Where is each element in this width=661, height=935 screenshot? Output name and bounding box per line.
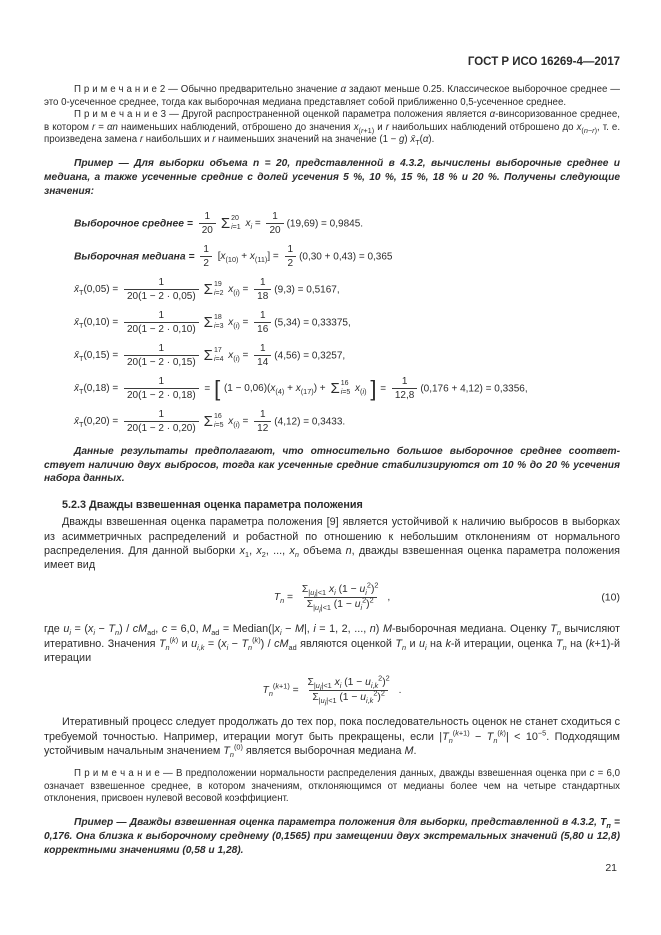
fraction-denominator: $\Sigma_{|u_i|<1}$ $(1 - u_i^2)^2$ bbox=[304, 597, 377, 611]
formula-text: $x̄_Т(0,15)$ = bbox=[74, 350, 121, 364]
fraction bbox=[200, 244, 212, 270]
sum-upper-limit: 19 bbox=[213, 281, 222, 289]
example-biweight: Пример — Дважды взвешенная оценка параметра положения для выборки, представленной в 4.3.2, $T_п = 0,176$. Она близка к выборочному среднему (0,1565) при замещении двух экстремальных значений (5,80 и 12,8) корректными значениями (0,58 и 1,28). bbox=[44, 817, 621, 856]
formula-text: $x̄_Т(0,10)$ = bbox=[74, 317, 121, 331]
sum-upper-limit: 17 bbox=[213, 347, 222, 355]
sigma-symbol: Σ bbox=[220, 215, 231, 233]
trimmed-mean-formulas bbox=[44, 277, 620, 435]
fraction-numerator: 1 bbox=[259, 408, 266, 420]
fraction-numerator: 1 bbox=[287, 243, 294, 255]
fraction-denominator: 16 bbox=[254, 322, 271, 336]
formula-text: Выборочная медиана = bbox=[74, 251, 198, 263]
sum-lower-limit: i=4 bbox=[213, 355, 224, 363]
fraction-numerator: $\Sigma_{|u_i|<1}$ $x_i$ $(1 - u_i^2)^2$ bbox=[301, 580, 379, 600]
sum-lower-limit: i=5 bbox=[213, 421, 224, 429]
formula-text: $x̄_Т(0,18)$ = bbox=[74, 383, 121, 397]
formula-text: $x_{(i)}$ = bbox=[228, 284, 252, 298]
fraction-denominator: 20 bbox=[199, 223, 216, 237]
fraction-numerator: 1 bbox=[204, 210, 211, 222]
formula-text: $x_{(i)}$ = bbox=[228, 416, 252, 430]
fraction-numerator: 1 bbox=[158, 309, 165, 321]
paragraph-iterative-process: Итеративный процесс следует продолжать до тех пор, пока последовательность оценок не станет сходиться с требуемой точностью. Например, итерации могут быть прекращены, если $|T_n^{(k+1)} - T_n^{(k)}| < 10^{-5}$. Подходящим устойчивым начальным значением $T_n^{(0)}$ является выборочная медиана M. bbox=[44, 716, 620, 760]
fraction-numerator: 1 bbox=[259, 276, 266, 288]
sum-lower-limit: i=5 bbox=[340, 388, 351, 396]
formula-text: $x_{(i)}$ bbox=[355, 383, 367, 397]
fraction-numerator: 1 bbox=[272, 210, 278, 222]
sum-limits bbox=[214, 314, 224, 331]
fraction bbox=[254, 277, 271, 303]
fraction-numerator: 1 bbox=[203, 243, 209, 255]
fraction-denominator: 20(1 − 2 · 0,10) bbox=[124, 322, 199, 336]
formula-text: . bbox=[395, 685, 402, 697]
formula-text: $x_{(i)}$ = bbox=[228, 350, 252, 364]
formula-text: = bbox=[377, 383, 389, 395]
sum-upper-limit: 18 bbox=[213, 314, 222, 322]
left-bracket: [ bbox=[214, 375, 221, 401]
sum-operator bbox=[204, 314, 224, 331]
formula-sample-mean bbox=[74, 211, 620, 237]
formula-text: $[x_{(10)} + x_{(11)}]$ = bbox=[214, 251, 282, 265]
sigma-symbol: Σ bbox=[203, 281, 213, 299]
formula-text: = bbox=[201, 383, 214, 395]
fraction-numerator: $\Sigma_{|u_i|<1}$ $x_i$ $(1 - u_{i,k}^2)^2$ bbox=[307, 673, 390, 692]
fraction-denominator: 2 bbox=[285, 256, 297, 270]
fraction-denominator: 20 bbox=[266, 223, 283, 237]
sum-limits bbox=[341, 380, 351, 397]
formula-text: (0,30 + 0,43) = 0,365 bbox=[299, 251, 393, 263]
sigma-symbol: Σ bbox=[203, 314, 213, 332]
formula-text: Выборочное среднее = bbox=[74, 218, 196, 230]
sigma-symbol: Σ bbox=[203, 347, 213, 365]
sum-lower-limit: i=3 bbox=[213, 322, 224, 330]
fraction bbox=[266, 211, 283, 237]
doc-code: ГОСТ Р ИСО 16269-4—2017 bbox=[467, 56, 620, 68]
fraction bbox=[124, 277, 199, 303]
section-heading-5-2-3: 5.2.3 Дважды взвешенная оценка параметра положения bbox=[62, 499, 363, 512]
fraction-denominator: 18 bbox=[254, 289, 271, 303]
sum-operator bbox=[204, 281, 224, 298]
paragraph-where: где $u_i = (x_i - T_n) / cM_{ad}$, c = 6,0, $M_{ad}$ = $Median(|x_i - M|$, i = 1, 2, ..., n) M-выборочная медиана. Оценку $T_n$ вычисляют итеративно. Значения $T_n^{(k)}$ и $u_{i,k} = (x_i - T_n^{(k)}) / cM_{ad}$ являются оценкой $T_n$ и $u_i$ на k-й итерации, оценка $T_n$ на (k+1)-й итерации bbox=[44, 623, 621, 665]
equation-number: (10) bbox=[601, 591, 620, 604]
formula-text: $T_n^{(k+1)}$ = bbox=[262, 681, 302, 699]
equation-iteration-body bbox=[262, 673, 402, 708]
sum-lower-limit: i=1 bbox=[231, 223, 241, 231]
sum-limits bbox=[214, 413, 224, 430]
fraction bbox=[392, 376, 417, 402]
sum-lower-limit: i=2 bbox=[213, 289, 224, 297]
fraction bbox=[124, 376, 199, 402]
equation-10-body bbox=[273, 580, 391, 615]
sum-upper-limit: 16 bbox=[213, 413, 222, 421]
sum-upper-limit: 20 bbox=[231, 215, 239, 223]
fraction bbox=[254, 310, 271, 336]
fraction bbox=[254, 409, 271, 435]
trimmed-mean-formula bbox=[74, 310, 620, 336]
sum-upper-limit: 16 bbox=[340, 380, 349, 388]
fraction-denominator: 20(1 − 2 · 0,18) bbox=[124, 388, 199, 402]
fraction bbox=[305, 673, 393, 708]
fraction bbox=[285, 244, 297, 270]
trimmed-mean-formula bbox=[74, 376, 620, 402]
formula-text: $(1 - 0,06)(x_{(4)} + x_{(17)})$ + bbox=[221, 383, 329, 397]
paragraph-results: Данные результаты предполагают, что относительно большое выборочное среднее соответ-ствует наличию двух выбросов, тогда как усеченные средние стабилизируются от 10 % до 20 % усечения набора данных. bbox=[44, 445, 620, 485]
formula-sample-median bbox=[74, 244, 620, 270]
fraction-denominator: 20(1 − 2 · 0,15) bbox=[124, 355, 199, 369]
formula-text: (19,69) = 0,9845. bbox=[286, 218, 364, 230]
fraction-numerator: 1 bbox=[259, 342, 266, 354]
fraction bbox=[299, 580, 382, 615]
formula-text: (9,3) = 0,5167, bbox=[274, 284, 340, 296]
sigma-symbol: Σ bbox=[203, 413, 213, 431]
sum-limits bbox=[214, 347, 224, 364]
example-trimmed-means: Пример — Для выборки объема n = 20, представленной в 4.3.2, вычислены выборочные среднее и медиана, а также усеченные средние с долей усечения 5 %, 10 %, 15 %, 18 % и 20 %. Получены следующие значения: bbox=[44, 158, 620, 197]
paragraph-biweight-intro: Дважды взвешенная оценка параметра положения [9] является устойчивой к наличию выбросов в выборках из асимметричных распределений и робастной по отношению к небольшим отклонениям от нормального распределения. Для данной выборки $x_1$, $x_2$, ..., $x_n$ объема n, дважды взвешенная оценка параметра положения имеет вид bbox=[44, 516, 620, 572]
equation-iteration bbox=[44, 673, 620, 708]
sigma-symbol: Σ bbox=[330, 380, 340, 398]
formula-text: $x̄_Т(0,05)$ = bbox=[74, 284, 121, 298]
fraction-denominator: 12,8 bbox=[392, 388, 417, 402]
fraction-numerator: 1 bbox=[259, 309, 266, 321]
fraction bbox=[124, 409, 199, 435]
sum-limits bbox=[231, 215, 241, 232]
page-number: 21 bbox=[605, 862, 617, 874]
trimmed-mean-formula bbox=[74, 343, 620, 369]
fraction-denominator: 20(1 − 2 · 0,20) bbox=[124, 421, 199, 435]
right-bracket: ] bbox=[370, 375, 377, 401]
formula-text: (4,56) = 0,3257, bbox=[274, 350, 346, 362]
trimmed-mean-formula bbox=[74, 409, 620, 435]
fraction-numerator: 1 bbox=[158, 408, 165, 420]
formula-text: (4,12) = 0,3433. bbox=[274, 416, 346, 428]
formula-text: , bbox=[384, 592, 391, 604]
note-3: П р и м е ч а н и е 3 — Другой распространенной оценкой параметра положения является α-винсоризованное среднее, в котором r = αn наименьших наблюдений, отброшено до значения $x_{(r+1)}$ и r наибольших наблюдений отброшено до $x_{(n-r)}$, т. е. произведена замена r наибольших и r наименьших значений на значение (1 − g) $x̄_Т(\alpha)$. bbox=[44, 109, 621, 148]
fraction-denominator: $\Sigma_{|u_i|<1}$ $(1 - u_{i,k}^2)^2$ bbox=[309, 690, 388, 704]
formula-text: $T_n$ = bbox=[273, 592, 296, 606]
note-biweight: П р и м е ч а н и е — В предположении нормальности распределения данных, дважды взвешенная оценка при c = 6,0 означает взвешенное среднее, в котором значениям, отклоняющимся от медианы более чем на четыре стандартных отклонения, присвоен нулевой весовой коэффициент. bbox=[44, 768, 620, 805]
fraction bbox=[254, 343, 271, 369]
sum-operator bbox=[204, 347, 224, 364]
fraction-denominator: 2 bbox=[200, 256, 212, 270]
formula-text: (0,176 + 4,12) = 0,3356, bbox=[420, 383, 528, 395]
formula-text: $x_i$ = bbox=[245, 218, 264, 232]
fraction-numerator: 1 bbox=[158, 342, 165, 354]
formula-text: $x_{(i)}$ = bbox=[228, 317, 252, 331]
note-2: П р и м е ч а н и е 2 — Обычно предварительно значение α задают меньше 0.25. Классическое выборочное среднее — это 0-усеченное среднее, тогда как выборочная медиана представляет собой приближенно 0,5-усеченное среднее. bbox=[44, 84, 620, 108]
sum-operator bbox=[221, 215, 241, 232]
sum-operator bbox=[204, 413, 224, 430]
fraction-denominator: 12 bbox=[254, 421, 271, 435]
sum-limits bbox=[214, 281, 224, 298]
fraction-denominator: 20(1 − 2 · 0,05) bbox=[124, 289, 199, 303]
trimmed-mean-formula bbox=[74, 277, 620, 303]
formula-text: (5,34) = 0,33375, bbox=[274, 317, 351, 329]
fraction-numerator: 1 bbox=[158, 375, 165, 387]
equation-10 bbox=[44, 580, 620, 615]
fraction-numerator: 1 bbox=[401, 375, 408, 387]
sum-operator bbox=[330, 380, 350, 397]
fraction-denominator: 14 bbox=[254, 355, 271, 369]
fraction-numerator: 1 bbox=[158, 276, 165, 288]
fraction bbox=[124, 310, 199, 336]
formula-text: $x̄_Т(0,20)$ = bbox=[74, 416, 121, 430]
fraction bbox=[199, 211, 216, 237]
fraction bbox=[124, 343, 199, 369]
